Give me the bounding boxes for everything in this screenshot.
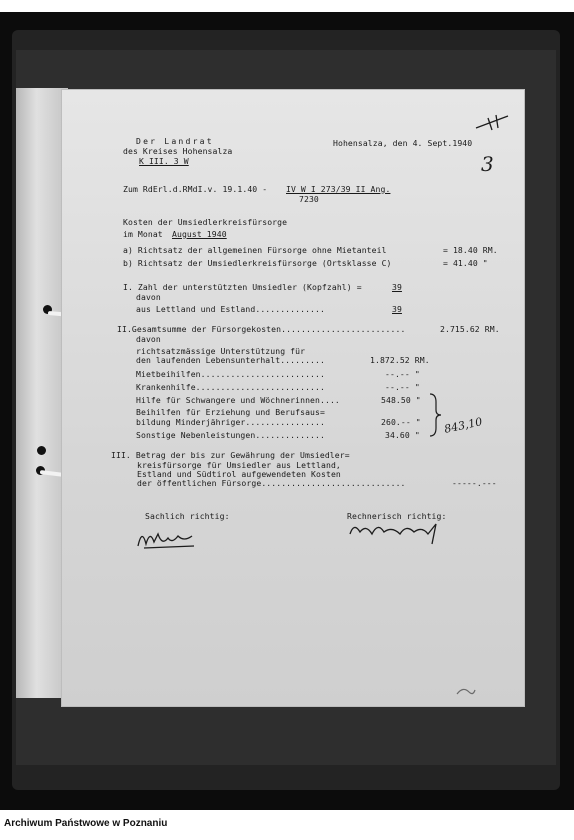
signature-right-label: Rechnerisch richtig: — [347, 511, 447, 521]
item-label: Hilfe für Schwangere und Wöchnerinnen.... — [136, 395, 340, 405]
item-value: 1.872.52 RM. — [370, 355, 430, 365]
archive-credit: Archiwum Państwowe w Poznaniu — [4, 818, 168, 829]
section3-value: -----.--- — [452, 478, 497, 488]
section1-davon: davon — [136, 292, 161, 302]
section2-total: 2.715.62 RM. — [440, 324, 500, 334]
brace-icon — [428, 392, 442, 438]
subject-line-1: Kosten der Umsiedlerkreisfürsorge — [123, 217, 288, 227]
handwritten-subtotal: 843,10 — [443, 415, 484, 436]
section1-value: 39 — [392, 282, 402, 292]
item-label: Sonstige Nebenleistungen.............. — [136, 430, 325, 440]
reference-prefix: Zum RdErl.d.RMdI.v. 19.1.40 - — [123, 184, 273, 194]
item-value: --.-- " — [385, 382, 420, 392]
punch-hole — [37, 446, 46, 455]
sender-line-1: Der Landrat — [136, 136, 214, 146]
section3-line-3: Estland und Südtirol aufgewendeten Kosten — [137, 469, 341, 479]
item-value: 34.60 " — [385, 430, 420, 440]
section2-davon: davon — [136, 334, 161, 344]
rate-b-label: b) Richtsatz der Umsiedlerkreisfürsorge (Ortsklasse C) — [123, 258, 392, 268]
item-label: Mietbeihilfen......................... — [136, 369, 325, 379]
item-label: richtsatzmässige Unterstützung für — [136, 346, 306, 356]
handwritten-mark-icon — [474, 112, 512, 134]
place-date: Hohensalza, den 4. Sept.1940 — [333, 138, 473, 148]
section1-label: I. Zahl der unterstützten Umsiedler (Kopfzahl) = — [123, 282, 362, 292]
binder-cover — [16, 88, 68, 698]
item-label: bildung Minderjähriger................ — [136, 417, 325, 427]
section1-sub-label: aus Lettland und Estland.............. — [136, 304, 325, 314]
rate-b-value: = 41.40 " — [443, 258, 488, 268]
reference-number: IV W I 273/39 II Ang. — [286, 184, 391, 194]
signature-left-label: Sachlich richtig: — [145, 511, 230, 521]
subject-month: August 1940 — [172, 229, 227, 239]
sender-line-2: des Kreises Hohensalza — [123, 146, 233, 156]
item-label: Beihilfen für Erziehung und Berufsaus= — [136, 407, 325, 417]
section2-label: II.Gesamtsumme der Fürsorgekosten......................... — [117, 324, 406, 334]
item-value: --.-- " — [385, 369, 420, 379]
reference-sub: 7230 — [299, 194, 319, 204]
section3-line-1: III. Betrag der bis zur Gewährung der Umsiedler= — [111, 450, 350, 460]
subject-line-2-prefix: im Monat — [123, 229, 168, 239]
rate-a-value: = 18.40 RM. — [443, 245, 498, 255]
sender-reference: K III. 3 W — [139, 156, 189, 166]
section3-line-4: der öffentlichen Fürsorge............................. — [137, 478, 406, 488]
rate-a-label: a) Richtsatz der allgemeinen Fürsorge ohne Mietanteil — [123, 245, 387, 255]
item-label: Krankenhilfe.......................... — [136, 382, 325, 392]
handwritten-page-number: 3 — [481, 152, 494, 176]
item-label: den laufenden Lebensunterhalt......... — [136, 355, 325, 365]
section3-line-2: kreisfürsorge für Umsiedler aus Lettland, — [137, 460, 341, 470]
section1-sub-value: 39 — [392, 304, 402, 314]
stain-mark-icon — [455, 684, 477, 698]
item-value: 548.50 " — [381, 395, 421, 405]
top-margin — [0, 0, 574, 12]
signature-right-icon — [344, 516, 454, 548]
signature-left-icon — [134, 524, 200, 552]
item-value: 260.-- " — [381, 417, 421, 427]
